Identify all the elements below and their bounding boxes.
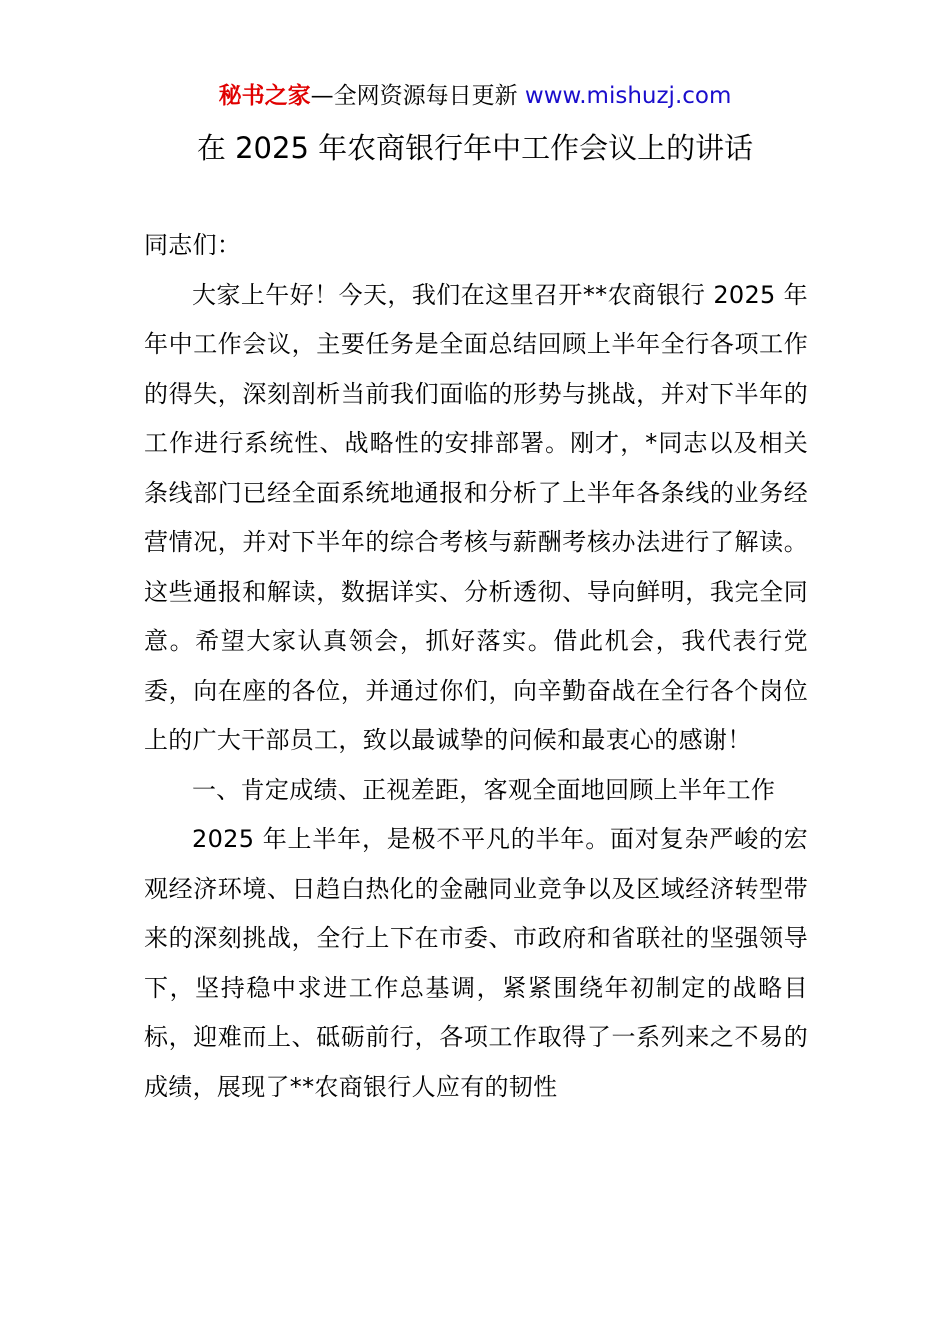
salutation: 同志们： <box>144 231 242 259</box>
paragraph-opening: 大家上午好！今天，我们在这里召开**农商银行 2025 年年中工作会议，主要任务是全面总结回顾上半年全行各项工作的得失，深刻剖析当前我们面临的形势与挑战，并对下半年的工作进行系统性、战略性的安排部署。刚才，*同志以及相关条线部门已经全面系统地通报和分析了上半年各条线的业务经营情况，并对下半年的综合考核与薪酬考核办法进行了解读。这些通报和解读，数据详实、分析透彻、导向鲜明，我完全同意。希望大家认真领会，抓好落实。借此机会，我代表行党委，向在座的各位，并通过你们，向辛勤奋战在全行各个岗位上的广大干部员工，致以最诚挚的问候和最衷心的感谢！ <box>144 280 808 754</box>
document-body <box>144 221 808 1112</box>
site-url-link[interactable]: www.mishuzj.com <box>524 83 732 109</box>
brand-name: 秘书之家 <box>218 83 311 109</box>
site-header <box>0 78 950 114</box>
paragraph-review: 2025 年上半年，是极不平凡的半年。面对复杂严峻的宏观经济环境、日趋白热化的金融同业竞争以及区域经济转型带来的深刻挑战，全行上下在市委、市政府和省联社的坚强领导下，坚持稳中求进工作总基调，紧紧围绕年初制定的战略目标，迎难而上、砥砺前行，各项工作取得了一系列来之不易的成绩，展现了**农商银行人应有的韧性 <box>144 825 808 1101</box>
section-heading-1: 一、肯定成绩、正视差距，客观全面地回顾上半年工作 <box>192 775 776 804</box>
header-tagline: —全网资源每日更新 <box>310 83 518 109</box>
document-title: 在 2025 年农商银行年中工作会议上的讲话 <box>196 131 754 165</box>
